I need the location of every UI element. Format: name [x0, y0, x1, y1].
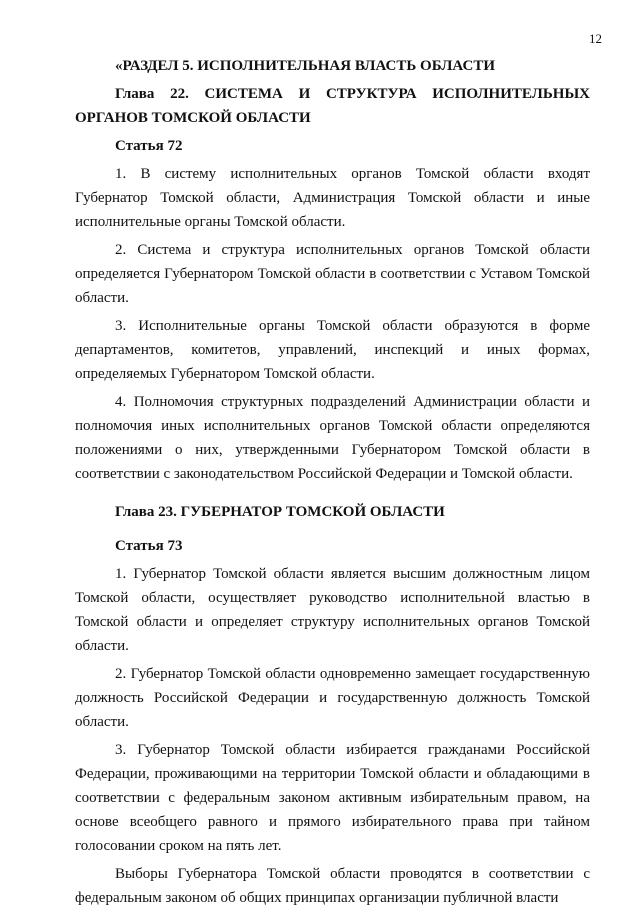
document-body: [75, 54, 590, 910]
article-72-paragraph-4: 4. Полномочия структурных подразделений Администрации области и полномочия иных исполнительных органов Томской области определяются положениями о них, утвержденными Губернатором Томской области в соответствии с законодательством Российской Федерации и Томской области.: [75, 394, 590, 482]
article-73-paragraph-1: 1. Губернатор Томской области является высшим должностным лицом Томской области, осуществляет руководство исполнительной властью в Томской области и определяет структуру исполнительных органов Томской области.: [75, 566, 590, 654]
section-title: «РАЗДЕЛ 5. ИСПОЛНИТЕЛЬНАЯ ВЛАСТЬ ОБЛАСТИ: [115, 58, 496, 74]
article-73-title: Статья 73: [115, 538, 183, 554]
article-72-paragraph-1: 1. В систему исполнительных органов Томской области входят Губернатор Томской области, Администрация Томской области и иные исполнительные органы Томской области.: [75, 166, 590, 230]
article-73-paragraph-4: Выборы Губернатора Томской области проводятся в соответствии с федеральным законом об общих принципах организации публичной власти: [75, 866, 590, 906]
article-72-title: Статья 72: [115, 138, 183, 154]
page-number: 12: [589, 31, 602, 46]
chapter-23-title: Глава 23. ГУБЕРНАТОР ТОМСКОЙ ОБЛАСТИ: [115, 504, 445, 520]
article-72-paragraph-3: 3. Исполнительные органы Томской области образуются в форме департаментов, комитетов, управлений, инспекций и иных формах, определяемых Губернатором Томской области.: [75, 318, 590, 382]
chapter-22-title: Глава 22. СИСТЕМА И СТРУКТУРА ИСПОЛНИТЕЛЬНЫХ ОРГАНОВ ТОМСКОЙ ОБЛАСТИ: [75, 86, 590, 126]
article-72-paragraph-2: 2. Система и структура исполнительных органов Томской области определяется Губернатором Томской области в соответствии с Уставом Томской области.: [75, 242, 590, 306]
article-73-paragraph-2: 2. Губернатор Томской области одновременно замещает государственную должность Российской Федерации и государственную должность Томской области.: [75, 666, 590, 730]
article-73-paragraph-3: 3. Губернатор Томской области избирается гражданами Российской Федерации, проживающими на территории Томской области и обладающими в соответствии с федеральным законом активным избирательным правом, на основе всеобщего равного и прямого избирательного права при тайном голосовании сроком на пять лет.: [75, 742, 590, 854]
